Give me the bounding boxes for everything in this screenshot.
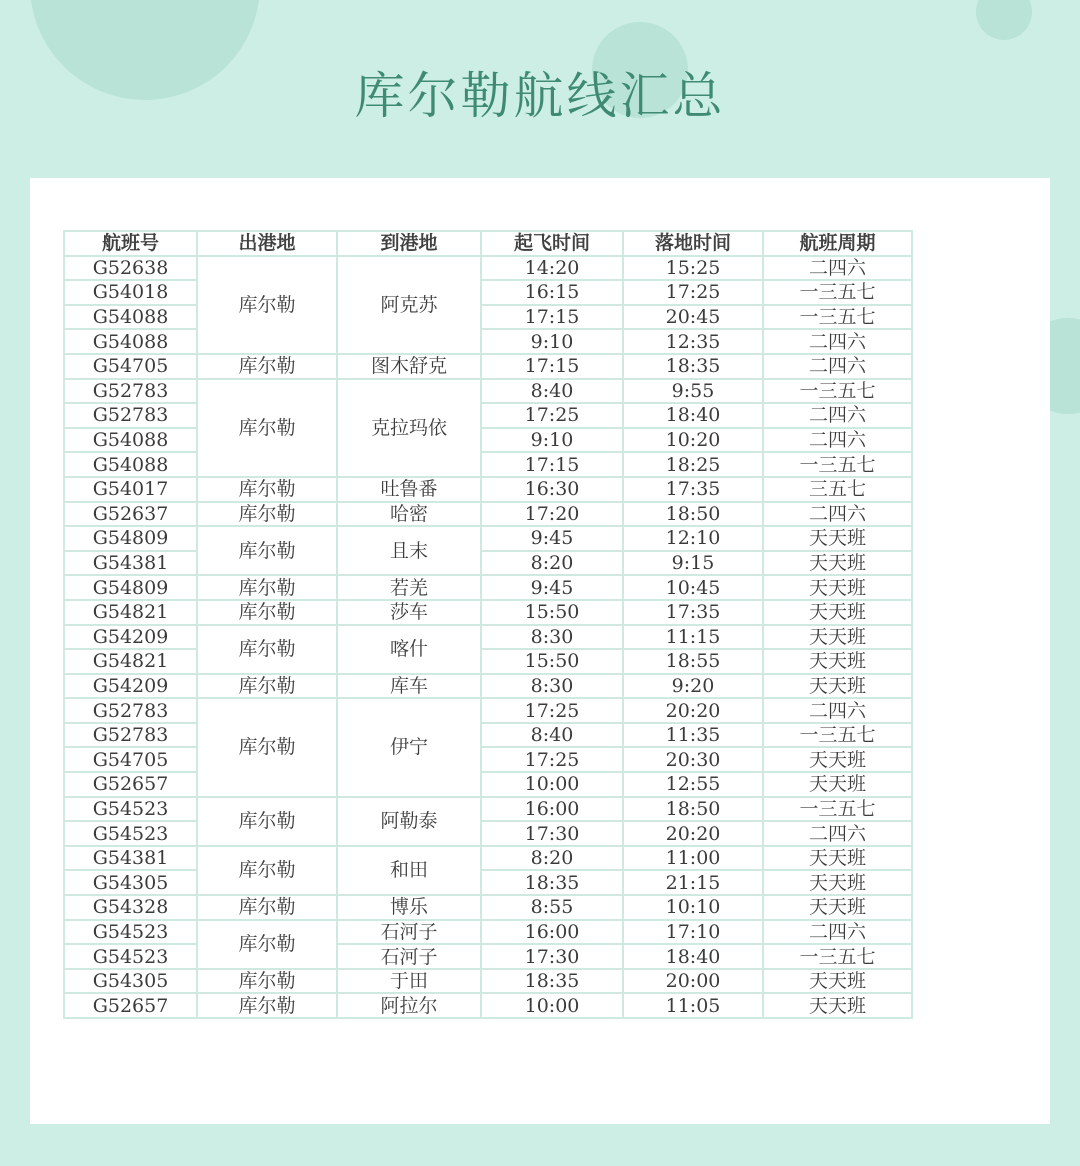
cell-origin: 库尔勒 (197, 797, 337, 846)
cell-arrival-time: 20:20 (623, 821, 763, 846)
table-row (64, 502, 912, 527)
cell-schedule: 天天班 (763, 969, 912, 994)
cell-flight-no: G52783 (64, 698, 197, 723)
cell-departure-time: 17:30 (481, 944, 623, 969)
cell-schedule: 二四六 (763, 920, 912, 945)
cell-flight-no: G52657 (64, 772, 197, 797)
cell-destination: 石河子 (337, 920, 481, 945)
cell-arrival-time: 15:25 (623, 256, 763, 281)
cell-flight-no: G54088 (64, 305, 197, 330)
cell-arrival-time: 21:15 (623, 870, 763, 895)
header-flight-no: 航班号 (64, 231, 197, 256)
cell-arrival-time: 18:50 (623, 502, 763, 527)
cell-schedule: 二四六 (763, 329, 912, 354)
cell-departure-time: 9:45 (481, 526, 623, 551)
cell-flight-no: G54088 (64, 452, 197, 477)
cell-departure-time: 16:30 (481, 477, 623, 502)
table-row (64, 280, 912, 305)
header-departure-time: 起飞时间 (481, 231, 623, 256)
cell-arrival-time: 10:45 (623, 575, 763, 600)
cell-destination: 和田 (337, 846, 481, 895)
cell-departure-time: 10:00 (481, 993, 623, 1018)
cell-departure-time: 18:35 (481, 969, 623, 994)
cell-departure-time: 9:10 (481, 329, 623, 354)
decor-circle (976, 0, 1032, 40)
table-row (64, 649, 912, 674)
cell-departure-time: 17:15 (481, 452, 623, 477)
cell-departure-time: 17:30 (481, 821, 623, 846)
cell-departure-time: 8:55 (481, 895, 623, 920)
cell-flight-no: G54821 (64, 600, 197, 625)
cell-origin: 库尔勒 (197, 625, 337, 674)
header-arrival-time: 落地时间 (623, 231, 763, 256)
cell-departure-time: 16:00 (481, 920, 623, 945)
cell-arrival-time: 10:20 (623, 428, 763, 453)
cell-flight-no: G54209 (64, 674, 197, 699)
cell-arrival-time: 18:25 (623, 452, 763, 477)
cell-schedule: 天天班 (763, 674, 912, 699)
table-row (64, 403, 912, 428)
cell-schedule: 一三五七 (763, 305, 912, 330)
cell-arrival-time: 18:55 (623, 649, 763, 674)
cell-destination: 阿勒泰 (337, 797, 481, 846)
table-row (64, 575, 912, 600)
table-row (64, 674, 912, 699)
cell-arrival-time: 17:35 (623, 477, 763, 502)
table-row (64, 772, 912, 797)
cell-arrival-time: 20:00 (623, 969, 763, 994)
cell-schedule: 天天班 (763, 649, 912, 674)
header-schedule: 航班周期 (763, 231, 912, 256)
cell-departure-time: 8:40 (481, 379, 623, 404)
cell-arrival-time: 11:05 (623, 993, 763, 1018)
table-row (64, 747, 912, 772)
cell-schedule: 一三五七 (763, 379, 912, 404)
cell-schedule: 天天班 (763, 747, 912, 772)
cell-schedule: 二四六 (763, 256, 912, 281)
cell-schedule: 天天班 (763, 575, 912, 600)
cell-departure-time: 8:40 (481, 723, 623, 748)
cell-schedule: 二四六 (763, 502, 912, 527)
table-card (30, 178, 1050, 1124)
cell-schedule: 一三五七 (763, 944, 912, 969)
table-row (64, 698, 912, 723)
cell-flight-no: G54523 (64, 797, 197, 822)
cell-arrival-time: 12:10 (623, 526, 763, 551)
table-row (64, 944, 912, 969)
cell-departure-time: 18:35 (481, 870, 623, 895)
cell-flight-no: G52638 (64, 256, 197, 281)
cell-flight-no: G54209 (64, 625, 197, 650)
cell-destination: 库车 (337, 674, 481, 699)
cell-flight-no: G54821 (64, 649, 197, 674)
table-row (64, 256, 912, 281)
cell-departure-time: 16:00 (481, 797, 623, 822)
cell-destination: 图木舒克 (337, 354, 481, 379)
table-row (64, 354, 912, 379)
table-row (64, 969, 912, 994)
cell-flight-no: G54809 (64, 526, 197, 551)
cell-destination: 且末 (337, 526, 481, 575)
cell-flight-no: G54305 (64, 870, 197, 895)
cell-arrival-time: 20:20 (623, 698, 763, 723)
table-row (64, 526, 912, 551)
cell-arrival-time: 20:30 (623, 747, 763, 772)
table-body (64, 256, 912, 1018)
cell-origin: 库尔勒 (197, 379, 337, 477)
cell-departure-time: 9:10 (481, 428, 623, 453)
cell-departure-time: 14:20 (481, 256, 623, 281)
cell-arrival-time: 12:55 (623, 772, 763, 797)
flight-table (63, 230, 913, 1019)
cell-departure-time: 16:15 (481, 280, 623, 305)
cell-departure-time: 17:15 (481, 354, 623, 379)
table-row (64, 723, 912, 748)
cell-destination: 克拉玛依 (337, 379, 481, 477)
cell-schedule: 二四六 (763, 698, 912, 723)
cell-flight-no: G52783 (64, 723, 197, 748)
cell-schedule: 天天班 (763, 600, 912, 625)
cell-schedule: 一三五七 (763, 280, 912, 305)
cell-departure-time: 8:30 (481, 674, 623, 699)
table-row (64, 993, 912, 1018)
cell-flight-no: G54017 (64, 477, 197, 502)
page-title: 库尔勒航线汇总 (354, 67, 726, 125)
cell-departure-time: 8:20 (481, 846, 623, 871)
cell-arrival-time: 18:50 (623, 797, 763, 822)
cell-arrival-time: 9:55 (623, 379, 763, 404)
cell-destination: 莎车 (337, 600, 481, 625)
cell-flight-no: G54523 (64, 821, 197, 846)
table-row (64, 452, 912, 477)
cell-arrival-time: 12:35 (623, 329, 763, 354)
table-row (64, 428, 912, 453)
cell-origin: 库尔勒 (197, 256, 337, 354)
cell-flight-no: G54328 (64, 895, 197, 920)
cell-origin: 库尔勒 (197, 354, 337, 379)
cell-arrival-time: 17:10 (623, 920, 763, 945)
cell-departure-time: 17:20 (481, 502, 623, 527)
cell-origin: 库尔勒 (197, 895, 337, 920)
table-row (64, 329, 912, 354)
cell-flight-no: G54088 (64, 329, 197, 354)
cell-destination: 阿克苏 (337, 256, 481, 354)
table-row (64, 305, 912, 330)
cell-departure-time: 8:30 (481, 625, 623, 650)
cell-origin: 库尔勒 (197, 477, 337, 502)
table-row (64, 821, 912, 846)
cell-arrival-time: 11:15 (623, 625, 763, 650)
cell-schedule: 一三五七 (763, 723, 912, 748)
table-row (64, 846, 912, 871)
cell-schedule: 天天班 (763, 895, 912, 920)
cell-flight-no: G54381 (64, 846, 197, 871)
cell-flight-no: G54381 (64, 551, 197, 576)
cell-flight-no: G52637 (64, 502, 197, 527)
cell-flight-no: G52657 (64, 993, 197, 1018)
cell-departure-time: 17:25 (481, 403, 623, 428)
cell-flight-no: G52783 (64, 403, 197, 428)
header-origin: 出港地 (197, 231, 337, 256)
cell-schedule: 一三五七 (763, 797, 912, 822)
cell-arrival-time: 9:20 (623, 674, 763, 699)
cell-schedule: 天天班 (763, 846, 912, 871)
table-row (64, 477, 912, 502)
cell-schedule: 二四六 (763, 354, 912, 379)
cell-departure-time: 10:00 (481, 772, 623, 797)
table-row (64, 895, 912, 920)
cell-arrival-time: 11:35 (623, 723, 763, 748)
cell-origin: 库尔勒 (197, 920, 337, 969)
cell-flight-no: G54523 (64, 920, 197, 945)
cell-destination: 伊宁 (337, 698, 481, 796)
cell-destination: 于田 (337, 969, 481, 994)
cell-arrival-time: 10:10 (623, 895, 763, 920)
cell-origin: 库尔勒 (197, 846, 337, 895)
cell-schedule: 二四六 (763, 428, 912, 453)
table-row (64, 551, 912, 576)
cell-flight-no: G54305 (64, 969, 197, 994)
cell-schedule: 天天班 (763, 870, 912, 895)
cell-arrival-time: 18:35 (623, 354, 763, 379)
cell-origin: 库尔勒 (197, 993, 337, 1018)
table-row (64, 625, 912, 650)
cell-flight-no: G54705 (64, 747, 197, 772)
cell-flight-no: G54809 (64, 575, 197, 600)
cell-departure-time: 15:50 (481, 649, 623, 674)
cell-origin: 库尔勒 (197, 674, 337, 699)
table-row (64, 870, 912, 895)
cell-origin: 库尔勒 (197, 575, 337, 600)
cell-departure-time: 8:20 (481, 551, 623, 576)
cell-departure-time: 17:15 (481, 305, 623, 330)
table-row (64, 379, 912, 404)
table-header-row (64, 231, 912, 256)
cell-flight-no: G54523 (64, 944, 197, 969)
cell-destination: 吐鲁番 (337, 477, 481, 502)
cell-origin: 库尔勒 (197, 600, 337, 625)
cell-schedule: 天天班 (763, 772, 912, 797)
cell-origin: 库尔勒 (197, 526, 337, 575)
cell-origin: 库尔勒 (197, 698, 337, 796)
cell-destination: 石河子 (337, 944, 481, 969)
cell-flight-no: G54088 (64, 428, 197, 453)
cell-schedule: 二四六 (763, 821, 912, 846)
cell-arrival-time: 11:00 (623, 846, 763, 871)
table-row (64, 600, 912, 625)
cell-arrival-time: 18:40 (623, 403, 763, 428)
cell-destination: 若羌 (337, 575, 481, 600)
cell-departure-time: 9:45 (481, 575, 623, 600)
cell-destination: 喀什 (337, 625, 481, 674)
cell-schedule: 天天班 (763, 993, 912, 1018)
cell-schedule: 天天班 (763, 551, 912, 576)
table-row (64, 920, 912, 945)
cell-origin: 库尔勒 (197, 502, 337, 527)
header-destination: 到港地 (337, 231, 481, 256)
cell-departure-time: 15:50 (481, 600, 623, 625)
cell-arrival-time: 17:25 (623, 280, 763, 305)
cell-arrival-time: 20:45 (623, 305, 763, 330)
cell-arrival-time: 17:35 (623, 600, 763, 625)
cell-arrival-time: 18:40 (623, 944, 763, 969)
cell-schedule: 二四六 (763, 403, 912, 428)
cell-destination: 哈密 (337, 502, 481, 527)
cell-schedule: 天天班 (763, 625, 912, 650)
cell-flight-no: G54018 (64, 280, 197, 305)
cell-arrival-time: 9:15 (623, 551, 763, 576)
table-row (64, 797, 912, 822)
cell-destination: 阿拉尔 (337, 993, 481, 1018)
cell-schedule: 一三五七 (763, 452, 912, 477)
cell-flight-no: G52783 (64, 379, 197, 404)
cell-departure-time: 17:25 (481, 747, 623, 772)
cell-origin: 库尔勒 (197, 969, 337, 994)
cell-schedule: 三五七 (763, 477, 912, 502)
cell-flight-no: G54705 (64, 354, 197, 379)
cell-departure-time: 17:25 (481, 698, 623, 723)
cell-destination: 博乐 (337, 895, 481, 920)
cell-schedule: 天天班 (763, 526, 912, 551)
